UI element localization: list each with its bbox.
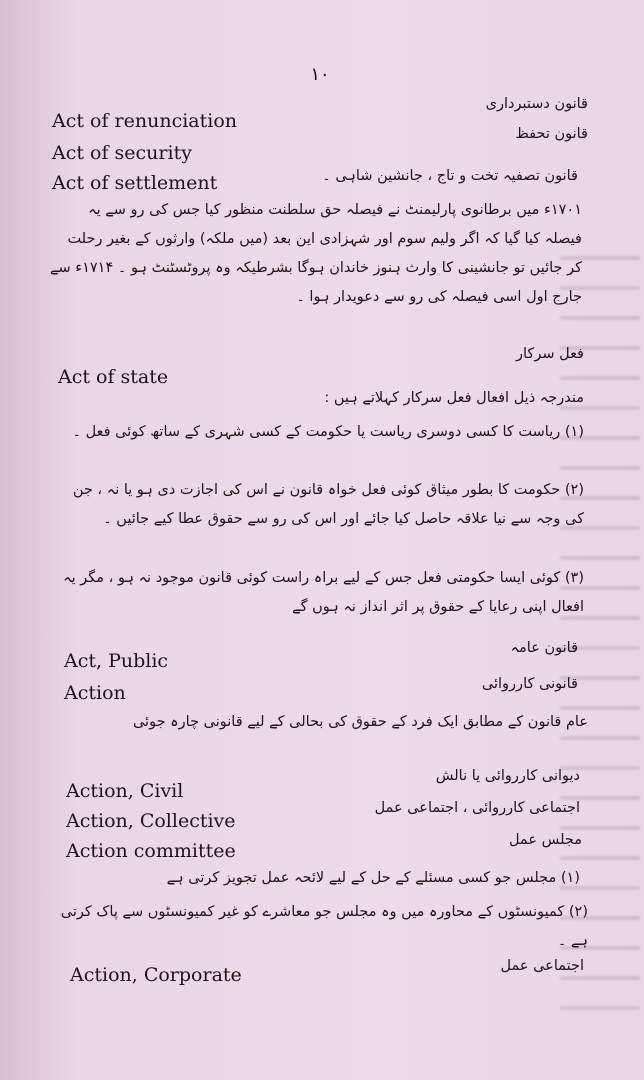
definition: ۱۷۰۱ء میں برطانوی پارلیمنٹ نے فیصلہ حق سلطنت منظور کیا جس کی رو سے یہ فیصلہ کیا گیا کہ اگر ولیم سوم اور شہزادی این بعد (میں ملکہ) وارثوں کے بغیر رحلت کر جائیں تو جانشینی کا وارث ہنوز خاندان ہوگا بشرطیکہ وہ پروٹسٹنٹ ہو ۔ ۱۷۱۴ء سے جارج اول اسی فیصلہ کی رو سے دعویدار ہوا ۔ <box>50 202 582 305</box>
definition-item: (۲) کمیونسٹوں کے محاورہ میں وہ مجلس جو معاشرے کو غیر کمیونسٹوں سے پاک کرتی ہے ۔ <box>60 904 588 949</box>
urdu-term: قانون تصفیہ تخت و تاج ، جانشین شاہی ۔ <box>322 168 578 184</box>
urdu-term: قانونی کارروائی <box>481 676 578 692</box>
english-term: Act of security <box>52 142 192 164</box>
urdu-term: اجتماعی عمل <box>500 958 584 974</box>
page-number: ۱۰ <box>310 64 330 85</box>
definition-item: (۱) ریاست کا کسی دوسری ریاست یا حکومت کے کسی شہری کے ساتھ کوئی فعل ۔ <box>72 424 584 440</box>
urdu-term: قانون عامہ <box>510 640 578 656</box>
urdu-term: اجتماعی کارروائی ، اجتماعی عمل <box>374 800 580 816</box>
urdu-term: فعل سرکار <box>516 346 584 362</box>
english-term: Action, Corporate <box>70 964 242 986</box>
english-term: Action committee <box>66 840 236 862</box>
definition-item: (۲) حکومت کا بطور میثاق کوئی فعل خواہ قانون نے اس کی اجازت دی ہو یا نہ ، جن کی وجہ سے نیا علاقہ حاصل کیا جائے اور اس کی رو سے حقوق عطا کیے جائیں ۔ <box>72 482 584 527</box>
english-term: Action, Civil <box>66 780 184 802</box>
definition-item: (۳) کوئی ایسا حکومتی فعل جس کے لیے براہ راست کوئی قانون موجود نہ ہو ، مگر یہ افعال اپنی رعایا کے حقوق پر اثر انداز نہ ہوں گے <box>63 570 584 615</box>
definition: عام قانون کے مطابق ایک فرد کے حقوق کی بحالی کے لیے قانونی چارہ جوئی <box>132 714 588 730</box>
english-term: Action <box>64 682 126 704</box>
urdu-term: قانون تحفظ <box>515 126 588 142</box>
urdu-term: قانون دستبرداری <box>485 96 588 112</box>
english-term: Act of state <box>58 366 169 388</box>
urdu-term: مجلس عمل <box>508 832 582 848</box>
english-term: Action, Collective <box>66 810 236 832</box>
definition: مندرجہ ذیل افعال فعل سرکار کہلاتے ہیں : <box>324 390 584 406</box>
definition-item: (۱) مجلس جو کسی مسئلے کے حل کے لیے لائحہ عمل تجویز کرتی ہے <box>166 870 580 886</box>
english-term: Act of renunciation <box>52 110 238 132</box>
urdu-term: دیوانی کارروائی یا نالش <box>435 768 580 784</box>
english-term: Act, Public <box>64 650 169 672</box>
english-term: Act of settlement <box>52 172 218 194</box>
